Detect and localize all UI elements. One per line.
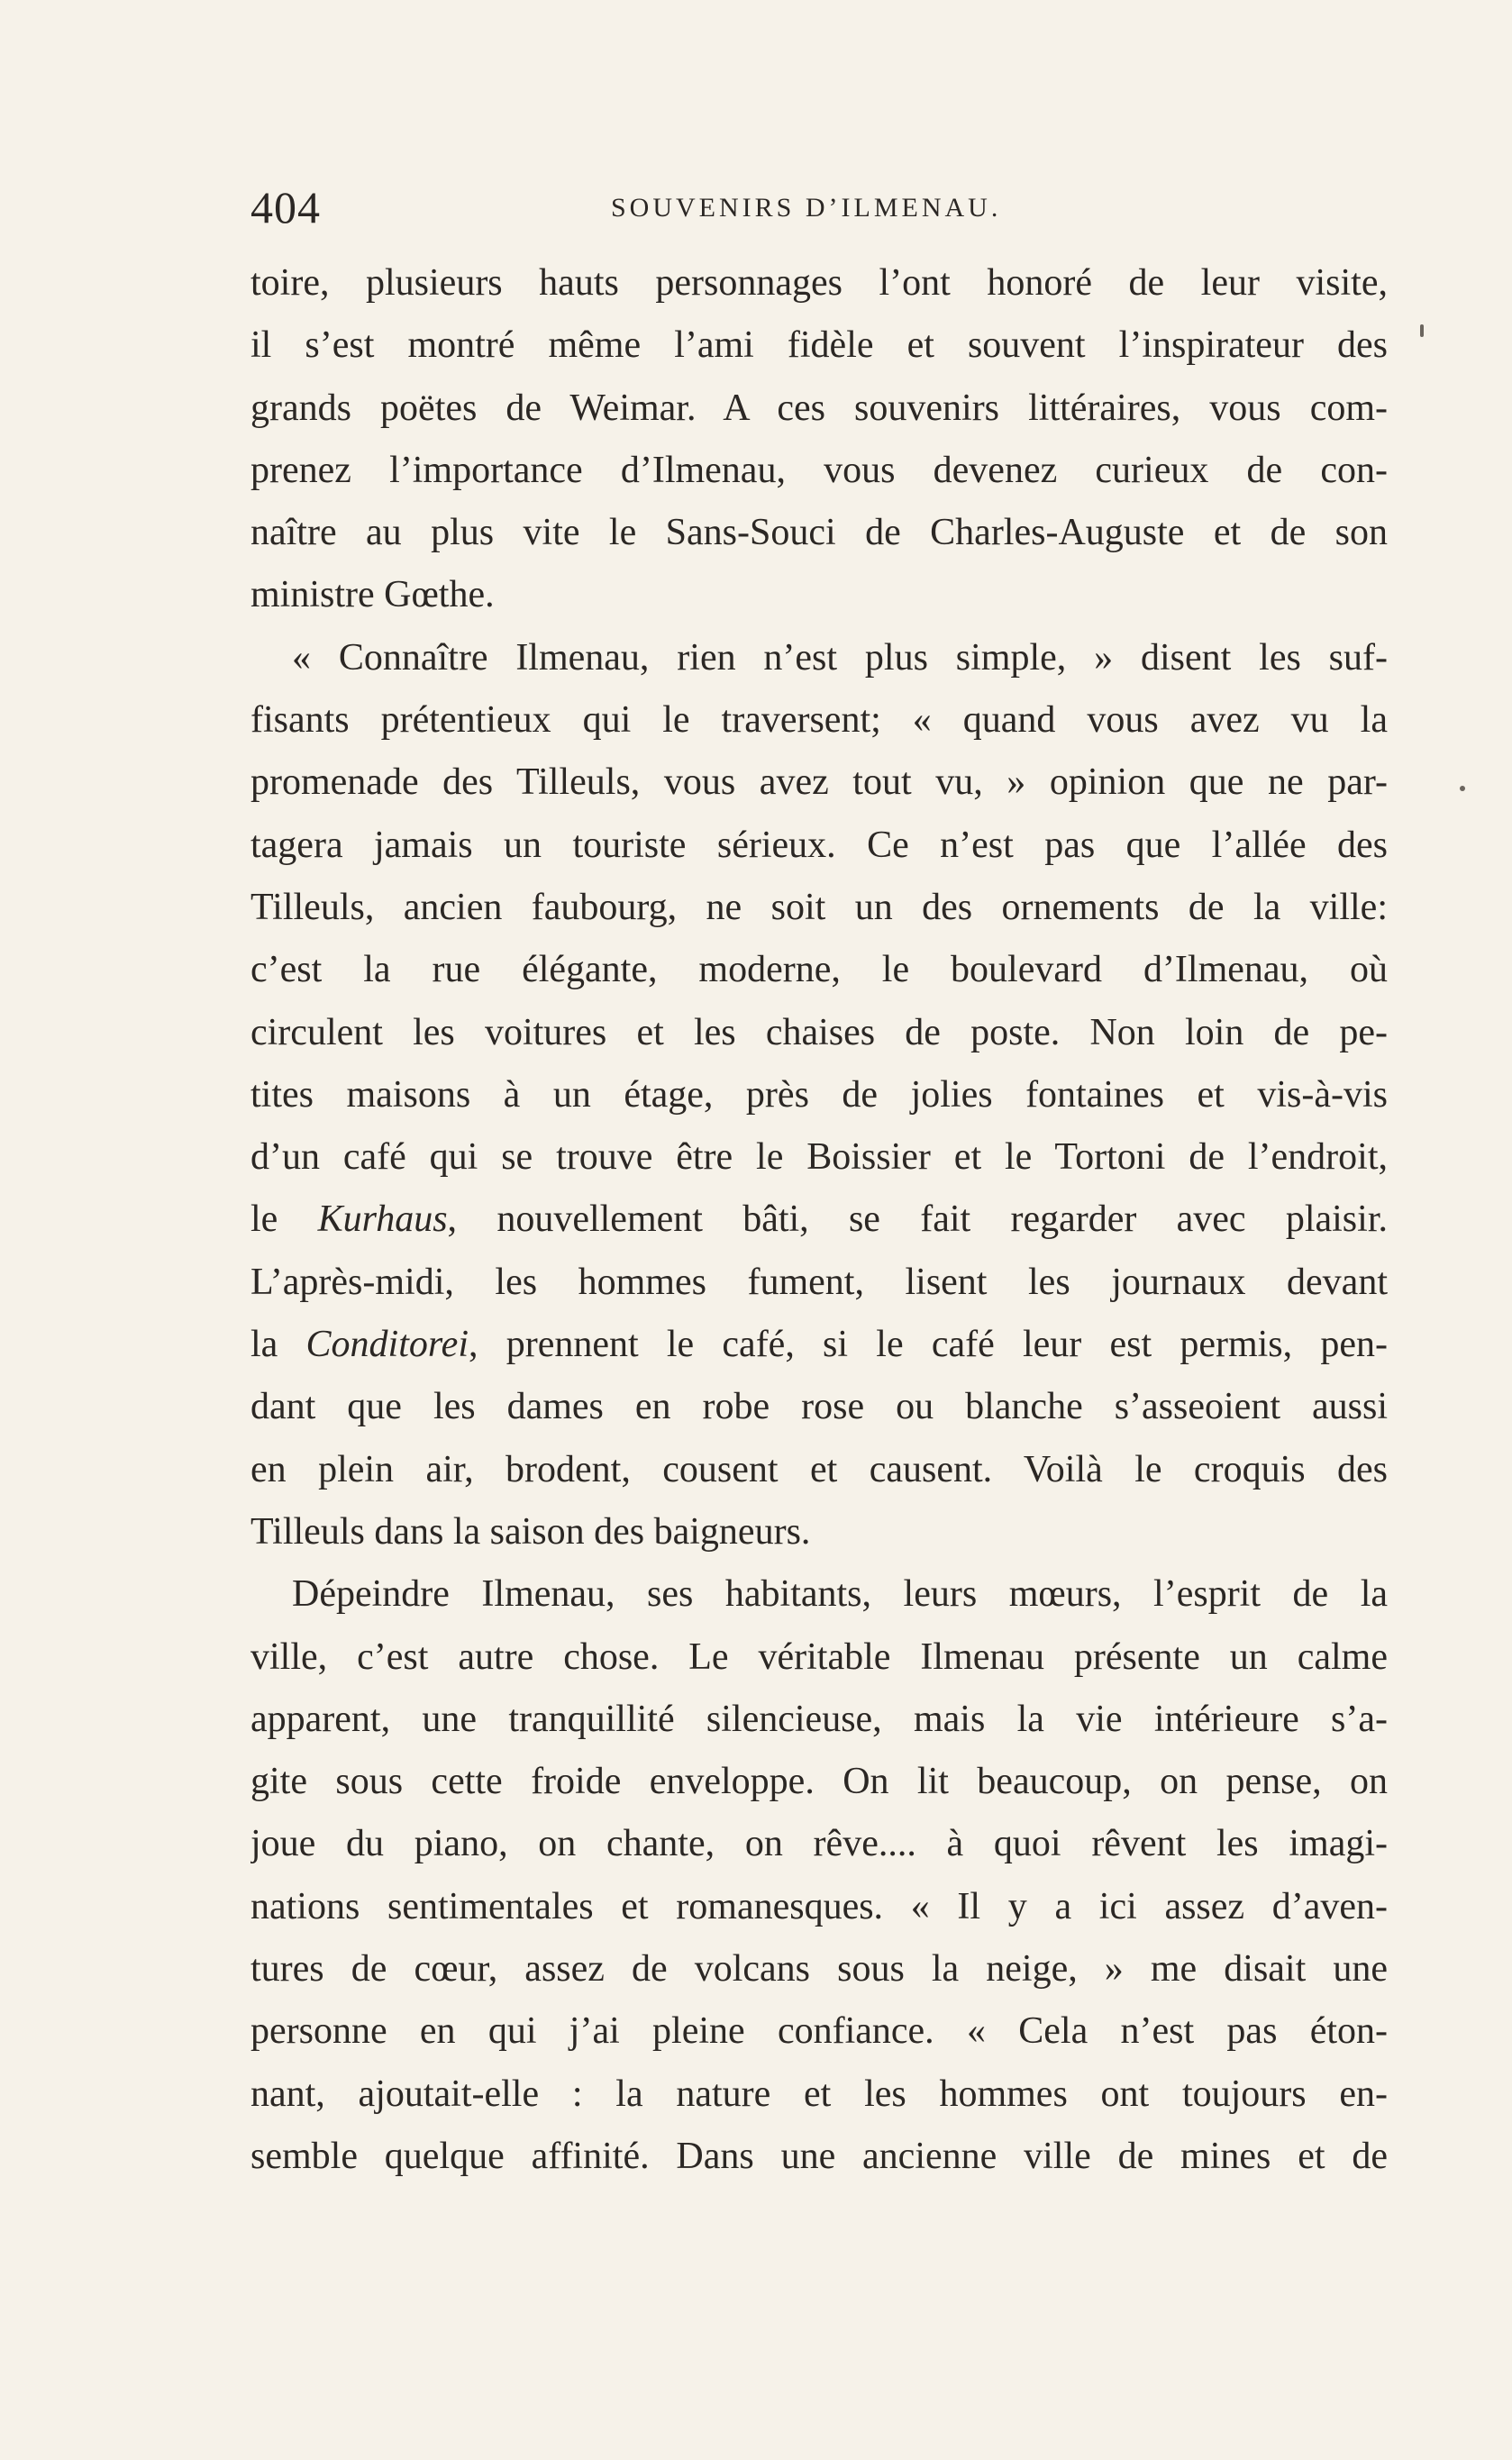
- line-suffix: , prennent le café, si le café leur est permis, pen-: [469, 1324, 1388, 1366]
- text-line: c’est la rue élégante, moderne, le boulevard d’Ilmenau, où: [250, 949, 1388, 991]
- text-line: fisants prétentieux qui le traversent; « quand vous avez vu la: [250, 699, 1388, 742]
- text-line: en plein air, brodent, cousent et causent. Voilà le croquis des: [250, 1448, 1388, 1490]
- text-line: promenade des Tilleuls, vous avez tout vu, » opinion que ne par-: [250, 761, 1388, 804]
- text-line: toire, plusieurs hauts personnages l’ont honoré de leur visite,: [250, 262, 1388, 304]
- text-line: nant, ajoutait-elle : la nature et les hommes ont toujours en-: [250, 2073, 1388, 2115]
- line-prefix: la: [250, 1324, 306, 1366]
- text-line: tures de cœur, assez de volcans sous la neige, » me disait une: [250, 1948, 1388, 1991]
- text-line: nations sentimentales et romanesques. « Il y a ici assez d’aven-: [250, 1885, 1388, 1927]
- page-number: 404: [250, 182, 321, 232]
- body-text: [250, 252, 1388, 2188]
- text-line: il s’est montré même l’ami fidèle et souvent l’inspirateur des: [250, 324, 1388, 367]
- text-line: Tilleuls dans la saison des baigneurs.: [250, 1510, 811, 1553]
- running-title: SOUVENIRS D’ILMENAU.: [611, 193, 1002, 223]
- text-line: [250, 1314, 1388, 1376]
- ink-speck: [1420, 324, 1424, 337]
- italic-term-conditorei: Conditorei: [305, 1324, 469, 1366]
- text-line: apparent, une tranquillité silencieuse, mais la vie intérieure s’a-: [250, 1698, 1388, 1740]
- running-head: [250, 180, 1388, 234]
- text-line: naître au plus vite le Sans-Souci de Charles-Auguste et de son: [250, 512, 1388, 554]
- text-line: personne en qui j’ai pleine confiance. « Cela n’est pas éton-: [250, 2010, 1388, 2053]
- text-line: [250, 1189, 1388, 1251]
- text-line: « Connaître Ilmenau, rien n’est plus simple, » disent les suf-: [292, 636, 1388, 679]
- text-line: circulent les voitures et les chaises de poste. Non loin de pe-: [250, 1011, 1388, 1053]
- text-line: joue du piano, on chante, on rêve.... à quoi rêvent les imagi-: [250, 1823, 1388, 1865]
- line-prefix: le: [250, 1198, 318, 1241]
- italic-term-kurhaus: Kurhaus: [317, 1198, 448, 1241]
- text-line: tites maisons à un étage, près de jolies fontaines et vis-à-vis: [250, 1073, 1388, 1116]
- text-line: prenez l’importance d’Ilmenau, vous devenez curieux de con-: [250, 449, 1388, 491]
- text-line: dant que les dames en robe rose ou blanche s’asseoient aussi: [250, 1386, 1388, 1428]
- text-line: semble quelque affinité. Dans une ancienne ville de mines et de: [250, 2135, 1388, 2177]
- text-line: grands poëtes de Weimar. A ces souvenirs littéraires, vous com-: [250, 387, 1388, 429]
- line-suffix: , nouvellement bâti, se fait regarder avec plaisir.: [447, 1198, 1388, 1241]
- text-line: L’après-midi, les hommes fument, lisent les journaux devant: [250, 1261, 1388, 1303]
- text-line: ville, c’est autre chose. Le véritable Ilmenau présente un calme: [250, 1635, 1388, 1678]
- ink-speck: [1460, 786, 1465, 791]
- text-line: gite sous cette froide enveloppe. On lit beaucoup, on pense, on: [250, 1761, 1388, 1803]
- text-line: Dépeindre Ilmenau, ses habitants, leurs mœurs, l’esprit de la: [292, 1573, 1388, 1616]
- text-line: Tilleuls, ancien faubourg, ne soit un des ornements de la ville:: [250, 886, 1388, 928]
- text-line: tagera jamais un touriste sérieux. Ce n’est pas que l’allée des: [250, 824, 1388, 866]
- text-line: ministre Gœthe.: [250, 574, 495, 616]
- text-line: d’un café qui se trouve être le Boissier et le Tortoni de l’endroit,: [250, 1136, 1388, 1179]
